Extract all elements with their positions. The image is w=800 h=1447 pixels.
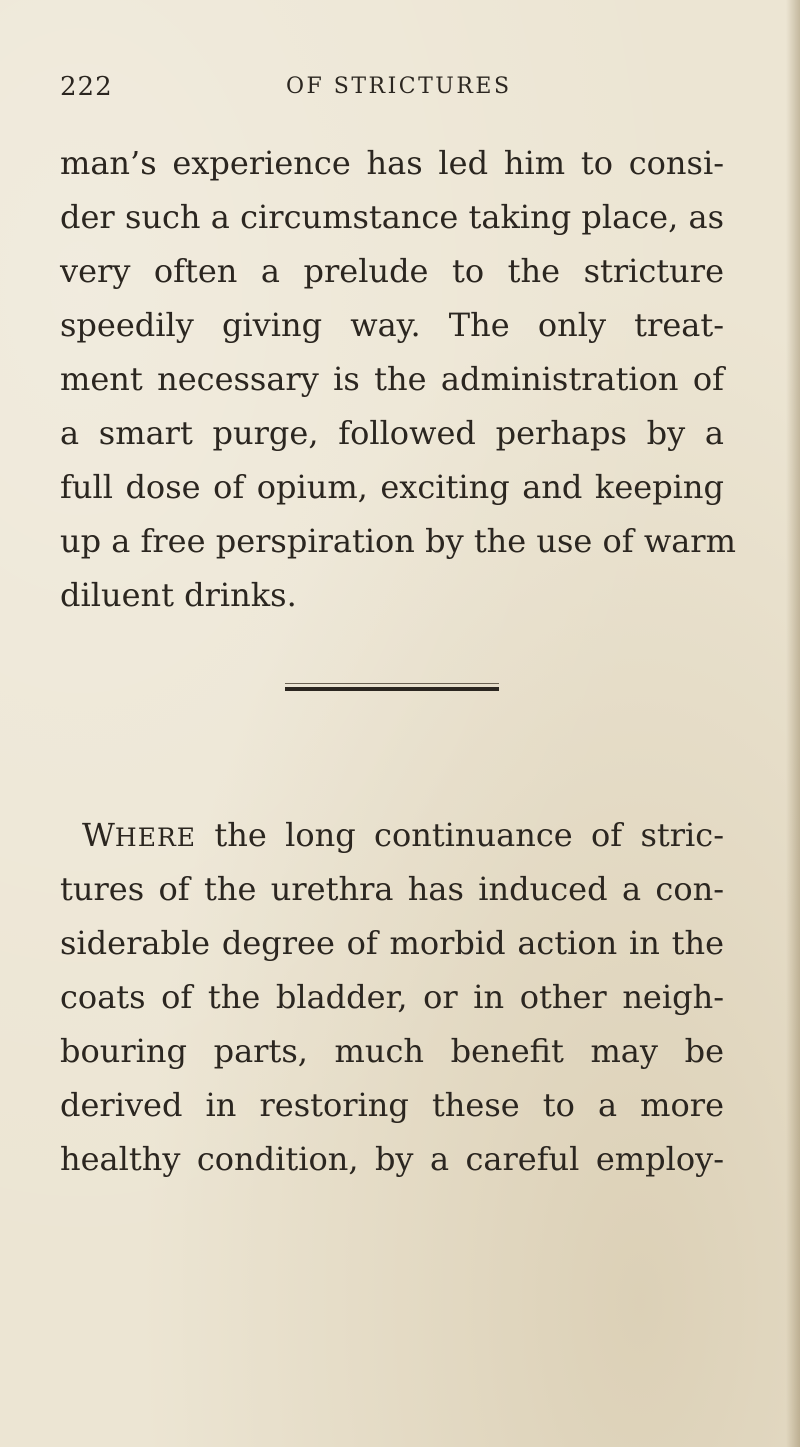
text-line: der such a circumstance taking place, as	[60, 198, 724, 236]
page-number: 222	[60, 72, 113, 102]
text-line: diluent drinks.	[60, 576, 297, 614]
text-line: full dose of opium, exciting and keeping	[60, 468, 724, 506]
text-line: man’s experience has led him to consi-	[60, 144, 724, 182]
section-divider	[285, 687, 499, 691]
text-line: derived in restoring these to a more	[60, 1086, 724, 1124]
running-title: OF STRICTURES	[286, 74, 512, 99]
text-line-first	[60, 808, 724, 862]
text-line: a smart purge, followed perhaps by a	[60, 414, 724, 452]
text-line: tures of the urethra has induced a con-	[60, 870, 724, 908]
text-line: ment necessary is the administration of	[60, 360, 724, 398]
lead-initial: W	[82, 816, 115, 854]
section-divider-hairline	[285, 683, 499, 684]
text-line: very often a prelude to the stricture	[60, 252, 724, 290]
lead-smallcaps: HERE	[114, 823, 197, 852]
paragraph-2	[60, 808, 724, 1186]
text-line: speedily giving way. The only treat-	[60, 306, 724, 344]
paragraph-1	[60, 136, 736, 622]
first-line-text: the long continuance of stric-	[196, 816, 724, 854]
text-line: siderable degree of morbid action in the	[60, 924, 724, 962]
text-line: up a free perspiration by the use of warm	[60, 522, 736, 560]
text-line: coats of the bladder, or in other neigh-	[60, 978, 724, 1016]
text-line: bouring parts, much benefit may be	[60, 1032, 724, 1070]
running-head	[60, 72, 740, 112]
text-line: healthy condition, by a careful employ-	[60, 1140, 724, 1178]
page-edge-shadow	[786, 0, 800, 1447]
